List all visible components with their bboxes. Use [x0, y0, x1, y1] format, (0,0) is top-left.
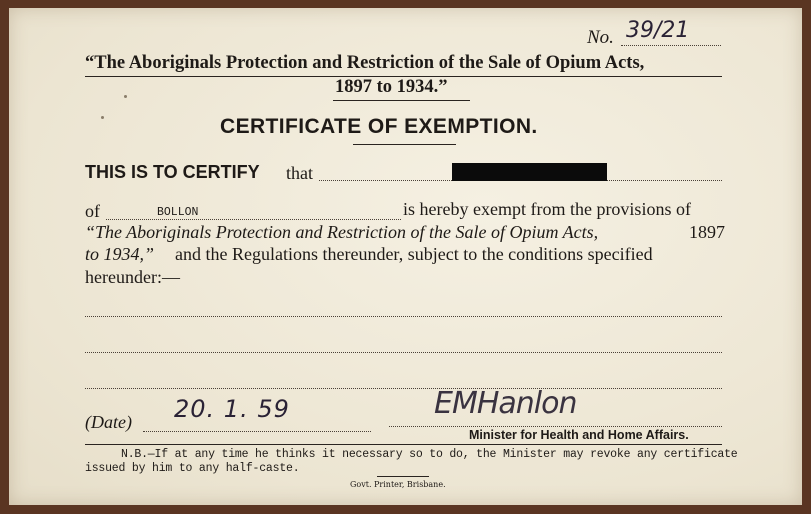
heading-underline [353, 144, 456, 145]
body-regulations-text: and the Regulations thereunder, subject to the conditions specified [175, 244, 653, 264]
nb-note-line1: N.B.—If at any time he thinks it necessary so to do, the Minister may revoke any certificate [121, 448, 738, 461]
nb-note-line2: issued by him to any half-caste. [85, 462, 300, 475]
place-field-line [106, 219, 401, 220]
acts-title-rule-2 [333, 100, 470, 101]
paper-speck [101, 116, 104, 119]
number-underline [621, 45, 721, 46]
footer-separator [85, 444, 722, 445]
place-value: BOLLON [157, 206, 199, 219]
date-value: 20. 1. 59 [174, 395, 290, 423]
redacted-name [452, 163, 607, 181]
condition-line-3 [85, 388, 722, 389]
signature-line [389, 426, 722, 427]
body-italic-years: to 1934,” [85, 244, 155, 264]
certify-that-text: that [286, 163, 313, 183]
acts-title-line2: 1897 to 1934.” [335, 77, 448, 97]
printer-rule [377, 476, 429, 477]
paper-speck [124, 95, 127, 98]
date-label: (Date) [85, 412, 132, 432]
minister-signature: EMHanlon [434, 386, 577, 421]
condition-line-1 [85, 316, 722, 317]
date-field-line [143, 431, 371, 432]
body-italic-acts: “The Aboriginals Protection and Restriction of the Sale of Opium Acts, [85, 222, 599, 242]
number-label: No. [587, 27, 614, 48]
certificate-number: 39/21 [626, 18, 690, 43]
certify-bold-text: THIS IS TO CERTIFY [85, 162, 260, 182]
exempt-text: is hereby exempt from the provisions of [403, 199, 691, 219]
certificate-heading: CERTIFICATE OF EXEMPTION. [220, 115, 538, 138]
acts-title-line1: “The Aboriginals Protection and Restriction of the Sale of Opium Acts, [85, 53, 645, 73]
condition-line-2 [85, 352, 722, 353]
printer-imprint: Govt. Printer, Brisbane. [350, 480, 446, 489]
body-year: 1897 [689, 222, 725, 242]
minister-title: Minister for Health and Home Affairs. [469, 428, 689, 442]
of-label: of [85, 201, 100, 221]
certificate-document [9, 8, 802, 505]
body-hereunder-text: hereunder:— [85, 267, 180, 287]
